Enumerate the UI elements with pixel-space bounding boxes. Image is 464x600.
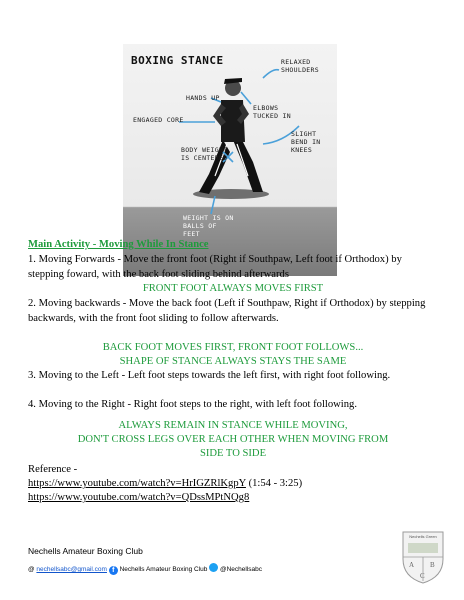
reference-time: (1:54 - 3:25) bbox=[245, 478, 303, 489]
reference-link-1[interactable]: https://www.youtube.com/watch?v=HrIGZRlKgpY bbox=[28, 478, 246, 489]
annotation-weight-balls: WEIGHT IS ON BALLS OF FEET bbox=[183, 214, 234, 238]
facebook-name: Nechells Amateur Boxing Club bbox=[117, 566, 210, 573]
annotation-engaged-core: ENGAGED CORE bbox=[133, 116, 184, 124]
annotation-hands-up: HANDS UP bbox=[186, 94, 220, 102]
reference-label: Reference - bbox=[28, 464, 78, 475]
reference-line-2 bbox=[28, 491, 438, 506]
annotation-elbows-tucked: ELBOWS TUCKED IN bbox=[253, 104, 291, 120]
twitter-icon bbox=[209, 563, 218, 572]
club-name: Nechells Amateur Boxing Club bbox=[28, 546, 143, 556]
reference-line-1 bbox=[28, 477, 438, 492]
note-shape-of-stance: SHAPE OF STANCE ALWAYS STAYS THE SAME bbox=[119, 356, 347, 367]
twitter-handle: @Nechellsabc bbox=[220, 566, 263, 573]
item-moving-backwards: 2. Moving backwards - Move the back foot (Left if Southpaw, Right if Orthodox) by stepping backwards, with the front foot sliding to follow afterwards. bbox=[28, 298, 426, 324]
email-link[interactable]: nechellsabc@gmail.com bbox=[36, 566, 107, 573]
facebook-icon: f bbox=[109, 566, 118, 575]
annotation-slight-bend: SLIGHT BEND IN KNEES bbox=[291, 130, 321, 154]
annotation-body-weight: BODY WEIGHT IS CENTERED bbox=[181, 146, 228, 162]
main-activity-heading: Main Activity - Moving While In Stance bbox=[28, 239, 209, 250]
crest-top-text: Nechells Green bbox=[409, 534, 437, 539]
note-remain-in-stance: ALWAYS REMAIN IN STANCE WHILE MOVING, bbox=[118, 420, 348, 431]
item-moving-right: 4. Moving to the Right - Right foot steps to the right, with left foot following. bbox=[28, 399, 357, 410]
item-moving-left: 3. Moving to the Left - Left foot steps towards the left first, with right foot following. bbox=[28, 370, 391, 381]
crest-letter-c: C bbox=[420, 572, 425, 580]
annotation-relaxed-shoulders: RELAXED SHOULDERS bbox=[281, 58, 319, 74]
reference-link-2[interactable]: https://www.youtube.com/watch?v=QDssMPtNQg8 bbox=[28, 492, 250, 503]
club-crest-logo bbox=[400, 529, 446, 585]
image-title: BOXING STANCE bbox=[131, 54, 224, 67]
crest-letter-a: A bbox=[409, 561, 415, 569]
crest-letter-b: B bbox=[430, 561, 435, 569]
email-prefix: @ bbox=[28, 566, 35, 573]
note-side-to-side: SIDE TO SIDE bbox=[199, 448, 267, 459]
item-moving-forwards: 1. Moving Forwards - Move the front foot (Right if Southpaw, Left foot if Orthodox) by stepping foward, with the back foot sliding behind afterwards bbox=[28, 254, 402, 280]
contact-line bbox=[28, 563, 262, 575]
note-front-foot: FRONT FOOT ALWAYS MOVES FIRST bbox=[142, 283, 324, 294]
note-back-foot: BACK FOOT MOVES FIRST, FRONT FOOT FOLLOWS... bbox=[102, 342, 364, 353]
note-dont-cross-legs: DON'T CROSS LEGS OVER EACH OTHER WHEN MOVING FROM bbox=[77, 434, 389, 445]
